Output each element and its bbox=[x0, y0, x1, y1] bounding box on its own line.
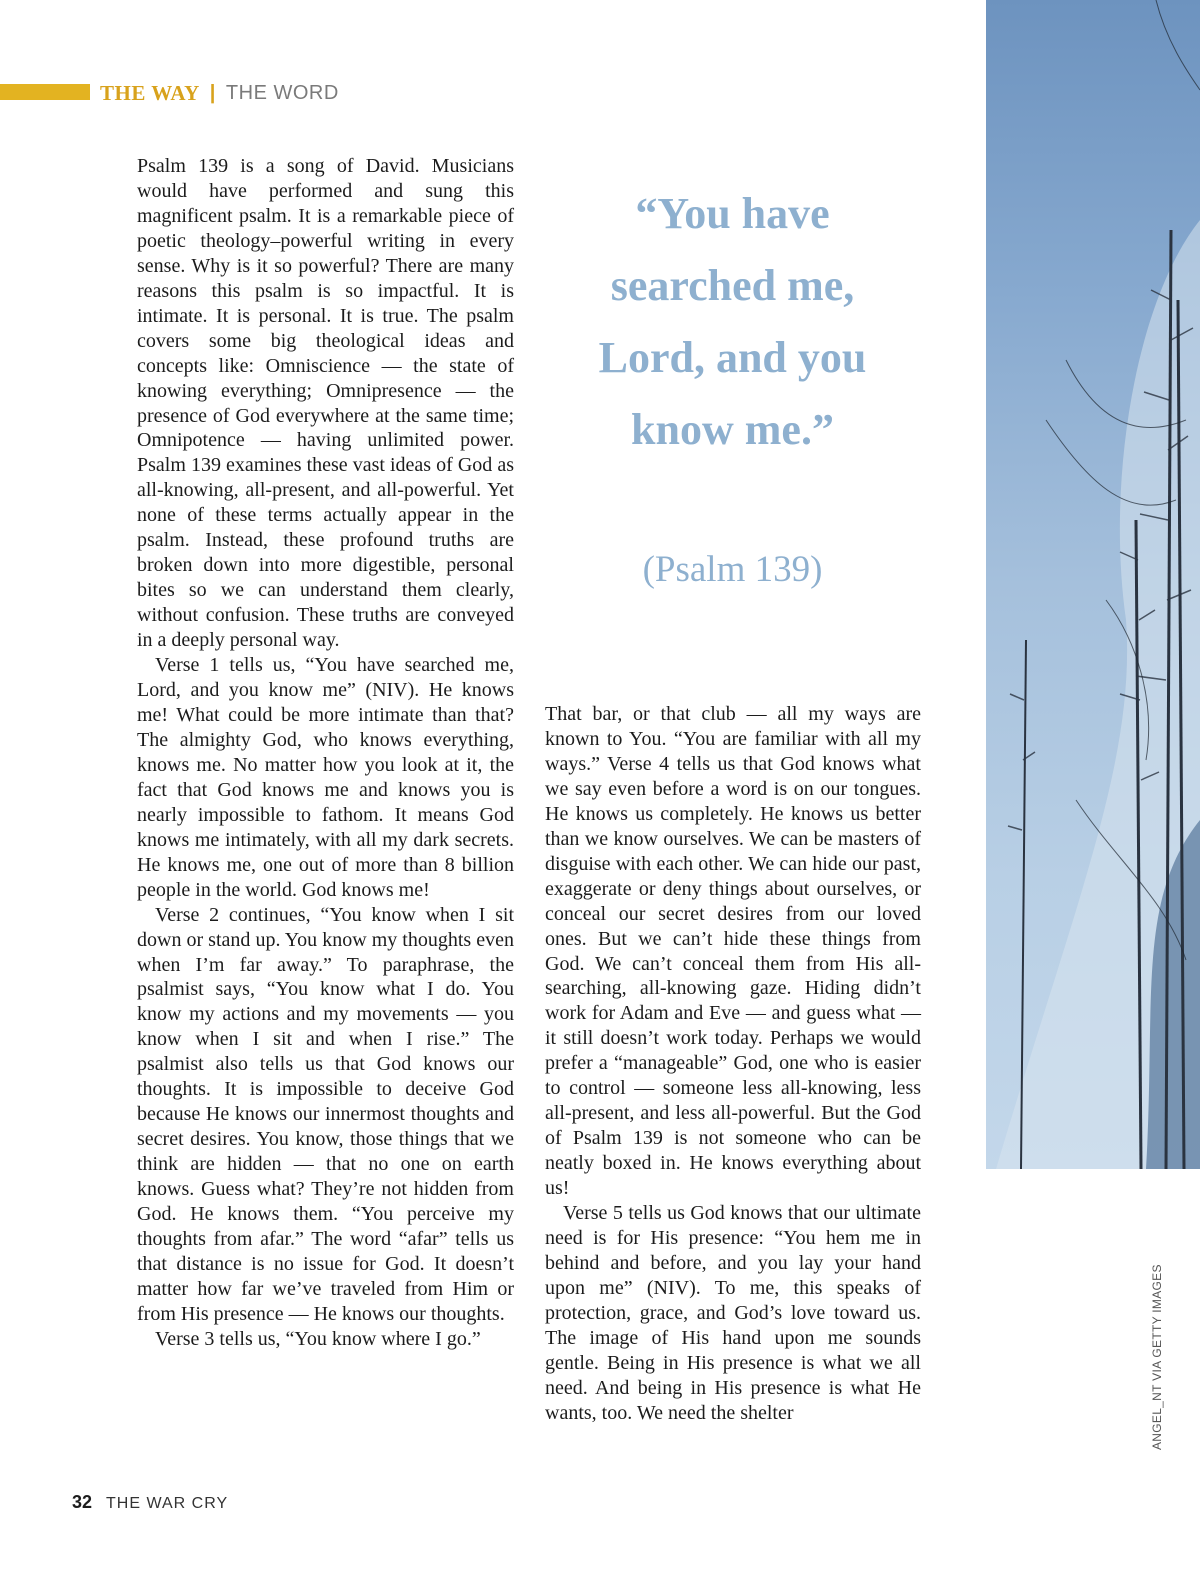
paragraph: Verse 5 tells us God knows that our ultimate need is for His presence: “You hem me in behind and before, and you lay your hand upon me” (NIV). To me, this speaks of protection, grace, and God’s love toward us. The image of His hand upon me sounds gentle. Being in His presence is what we all need. And being in His presence is what He wants, too. We need the shelter bbox=[545, 1202, 921, 1424]
header-separator: | bbox=[209, 81, 216, 104]
paragraph: Verse 2 continues, “You know when I sit down or stand up. You know my thoughts even when I’m far away.” To paraphrase, the psalmist says, “You know what I do. You know my actions and my movements — you know when I sit and when I rise.” The psalmist also tells us that God knows our thoughts. It is impossible to deceive God because He knows our innermost thoughts and secret desires. You know, those things that we think are hidden — that no one on earth knows. Guess what? They’re not hidden from God. He knows them. “You perceive my thoughts from afar.” The word “afar” tells us that distance is no issue for God. It doesn’t matter how far we’ve traveled from Him or from His presence — He knows our thoughts. bbox=[137, 903, 514, 1325]
paragraph: Verse 3 tells us, “You know where I go.” bbox=[155, 1327, 481, 1350]
photo-credit: ANGEL_NT VIA GETTY IMAGES bbox=[1150, 1264, 1164, 1450]
article-column-right bbox=[545, 702, 921, 1426]
forest-silhouette-illustration bbox=[986, 0, 1200, 1169]
pull-quote: “You have searched me, Lord, and you know me.” bbox=[598, 189, 867, 454]
cover-photo bbox=[986, 0, 1200, 1169]
section-header bbox=[100, 80, 339, 106]
paragraph: Psalm 139 is a song of David. Musicians would have performed and sung this magnificent psalm. It is a remarkable piece of poetic theology–powerful writing in every sense. Why is it so powerful? There are many reasons this psalm is so impactful. It is intimate. It is personal. It is true. The psalm covers some big theological ideas and concepts like: Omniscience — the state of knowing everything; Omnipresence — the presence of God everywhere at the same time; Omnipotence — having unlimited power. Psalm 139 examines these vast ideas of God as all-knowing, all-present, and all-powerful. Yet none of these terms actually appear in the psalm. Instead, these profound truths are broken down into more digestible, personal bites so we can understand them clearly, without confusion. These truths are conveyed in a deeply personal way. bbox=[137, 155, 514, 652]
header-accent-bar bbox=[0, 84, 90, 100]
publication-name: THE WAR CRY bbox=[106, 1495, 229, 1512]
subsection-label: THE WORD bbox=[225, 81, 339, 104]
paragraph: That bar, or that club — all my ways are known to You. “You are familiar with all my ways.” Verse 4 tells us that God knows what we say even before a word is on our tongues. He knows us completely. He knows us better than we know ourselves. We can be masters of disguise with each other. We can hide our past, exaggerate or deny things about ourselves, or conceal our secret desires from our loved ones. But we can’t hide these things from God. We can’t conceal them from His all-searching, all-knowing gaze. Hiding didn’t work for Adam and Eve — and guess what — it still doesn’t work today. Perhaps we would prefer a “manageable” God, one who is easier to control — someone less all-knowing, less all-present, and less all-powerful. But the God of Psalm 139 is not someone who can be neatly boxed in. He knows everything about us! bbox=[545, 703, 921, 1200]
page-number: 32 bbox=[72, 1492, 93, 1512]
paragraph: Verse 1 tells us, “You have searched me, Lord, and you know me” (NIV). He knows me! What could be more intimate than that? The almighty God, who knows everything, knows me. No matter how you look at it, the fact that God knows me and knows you is nearly impossible to fathom. It means God knows me intimately, with all my dark secrets. He knows me, one out of more than 8 billion people in the world. God knows me! bbox=[137, 654, 514, 901]
page-footer bbox=[72, 1492, 228, 1513]
section-label: THE WAY bbox=[100, 80, 200, 105]
pull-quote-citation: (Psalm 139) bbox=[642, 549, 823, 590]
article-column-left bbox=[137, 154, 514, 1352]
